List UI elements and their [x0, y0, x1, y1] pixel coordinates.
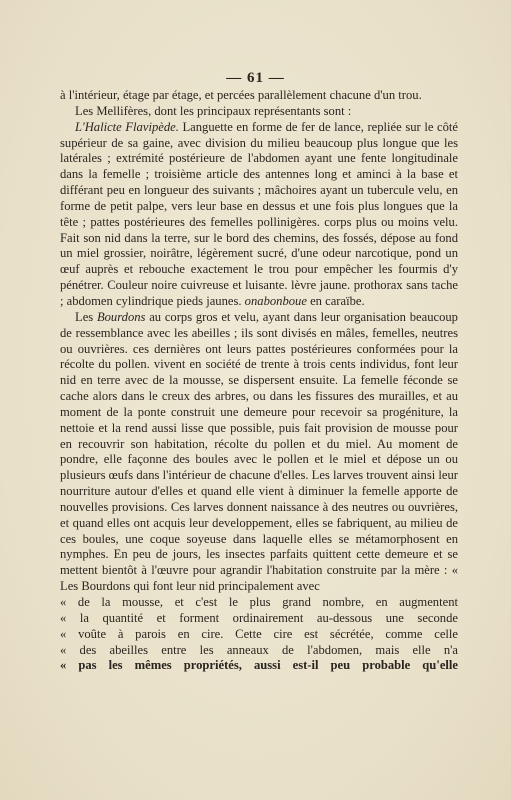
paragraph-4: Les Bourdons au corps gros et velu, ayant dans leur organisation beaucoup de ressemblance avec les abeilles ; ils sont divisés en mâles, femelles, neutres ou ouvrières. ces dernières ont leurs pattes postérieures conformées pour la récolte du pollen. vivent en société de trente à trois cents individus, font leur nid en terre avec de la mousse, se dispersent ensuite. La femelle féconde se cache alors dans le creux des arbres, ou dans les fissures des murailles, et au moment de la ponte construit une demeure pour recevoir sa progéniture, la nettoie et la rend aussi lisse que possible, puis fait provision de mousse pour en recouvrir son habitation, récolte du pollen et du miel. Au moment de pondre, elle façonne des boules avec le pollen et le miel et dépose un ou plusieurs œufs dans l'intérieur de chacune d'elles. Les larves trouvent ainsi leur nourriture autour d'elles et quand elle vient à diminuer la femelle apporte de nouvelles provisions. Ces larves donnent naissance à des neutres ou ouvrières, et quand elles ont acquis leur developpement, elles se fabriquent, au milieu de ces boules, une coque soyeuse dans laquelle elles se métamorphosent en nymphes. En peu de jours, les insectes parfaits quittent cette demeure et se mettent bientôt à l'œuvre pour agrandir l'habitation construite par la mère : « Les Bourdons qui font leur nid principalement avec [60, 309, 458, 594]
body-text [60, 88, 458, 674]
paragraph-2: Les Mellifères, dont les principaux représentants sont : [75, 103, 352, 118]
quote-block [60, 595, 458, 674]
paragraph-3: L'Halicte Flavipède. Languette en forme de fer de lance, repliée sur le côté supérieur de sa gaine, avec division du milieu beaucoup plus longue que les latérales ; extrémité postérieure de l'abdomen ayant une fente longitudinale dans la femelle ; troisième article des antennes long et aminci à la base et différant peu en longueur des suivants ; mâchoires ayant un tubercule velu, en forme de petit palpe, vers leur base en dessus et une fois plus longues que la tête ; pattes postérieures des femelles pollinigères. corps plus ou moins velu. Fait son nid dans la terre, sur le bord des chemins, des fossés, dépose au fond un miel grossier, noirâtre, légèrement sucré, d'une odeur narcotique, pond un œuf auprès et rebouche exactement le trou pour empêcher les fourmis d'y pénétrer. Couleur noire cuivreuse et luisante. lèvre jaune. prothorax sans tache ; abdomen cylindrique pieds jaunes. onabonboue en caraïbe. [60, 119, 458, 308]
caribbean-name: onabonboue [244, 293, 307, 308]
paragraph-1: à l'intérieur, étage par étage, et percées parallèlement chacune d'un trou. [60, 88, 422, 102]
species-name: L'Halicte Flavipède. [75, 119, 179, 134]
page-number: — 61 — [226, 70, 285, 86]
quote-line: « voûte à parois en cire. Cette cire est sécrétée, comme celle [60, 626, 458, 641]
quote-line: « la quantité et forment ordinairement au-dessous une seconde [60, 610, 458, 625]
quote-line: « pas les mêmes propriétés, aussi est-il peu probable qu'elle [60, 658, 458, 673]
quote-line: « de la mousse, et c'est le plus grand nombre, en augmentent [60, 595, 458, 609]
quote-line: « des abeilles entre les anneaux de l'abdomen, mais elle n'a [60, 642, 458, 657]
bourdons-term: Bourdons [96, 309, 146, 324]
